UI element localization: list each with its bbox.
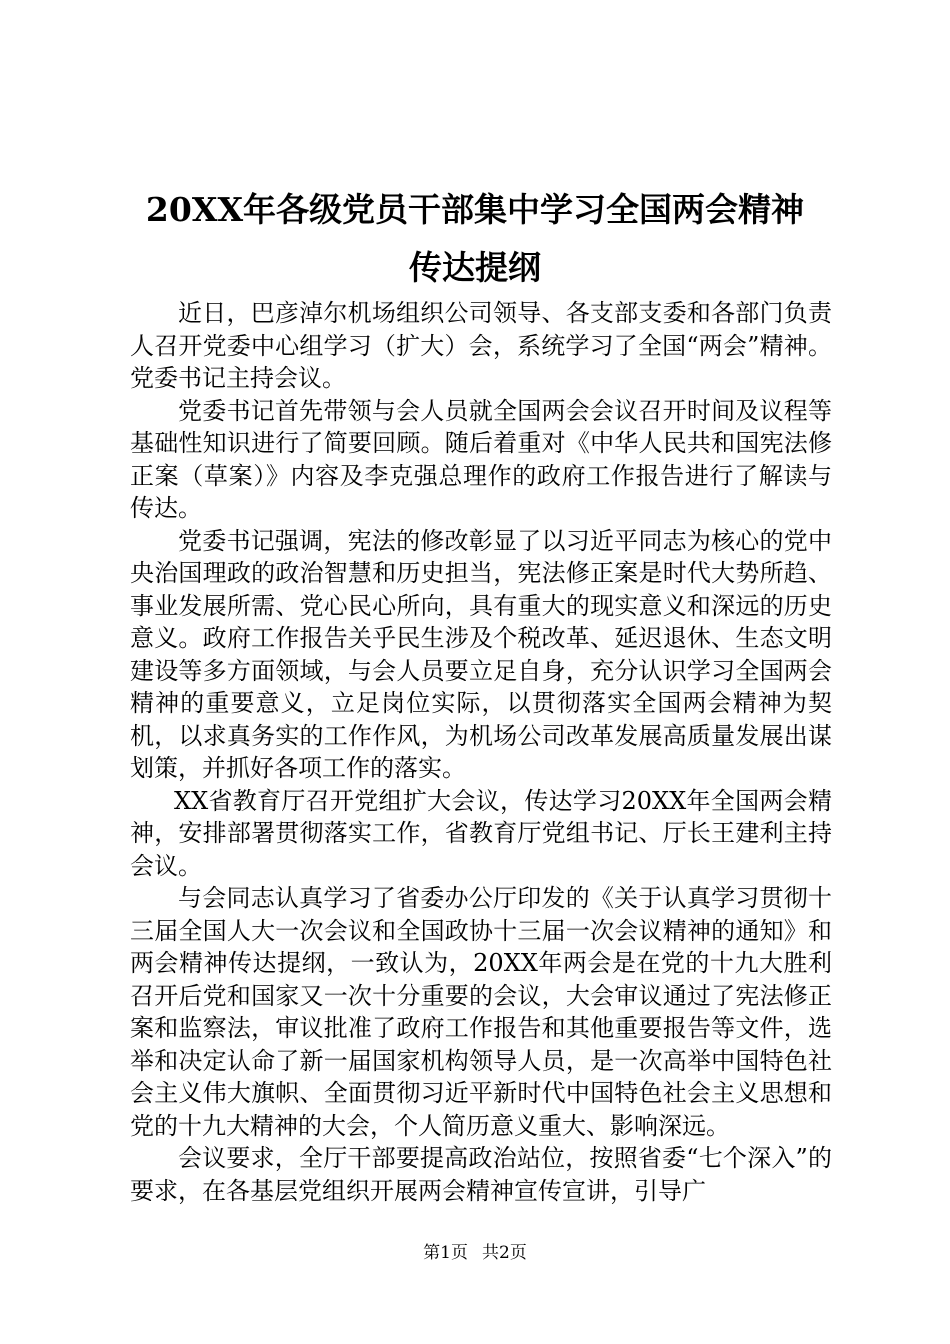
paragraph-1: 近日，巴彦淖尔机场组织公司领导、各支部支委和各部门负责人召开党委中心组学习（扩大）会，系统学习了全国“两会”精神。党委书记主持会议。 <box>130 299 832 392</box>
page-total: 共2页 <box>482 1243 527 1263</box>
paragraph-3: 党委书记强调，宪法的修改彰显了以习近平同志为核心的党中央治国理政的政治智慧和历史担当，宪法修正案是时代大势所趋、事业发展所需、党心民心所向，具有重大的现实意义和深远的历史意义。政府工作报告关乎民生涉及个税改革、延迟退休、生态文明建设等多方面领域，与会人员要立足自身，充分认识学习全国两会精神的重要意义，立足岗位实际，以贯彻落实全国两会精神为契机，以求真务实的工作作风，为机场公司改革发展高质量发展出谋划策，并抓好各项工作的落实。 <box>130 526 832 782</box>
document-title-line-2: 传达提纲 <box>409 248 541 287</box>
page-footer <box>0 1242 950 1264</box>
paragraph-4: XX省教育厅召开党组扩大会议，传达学习20XX年全国两会精神，安排部署贯彻落实工作，省教育厅党组书记、厅长王建利主持会议。 <box>130 786 832 880</box>
document-body <box>130 297 832 1207</box>
paragraph-5: 与会同志认真学习了省委办公厅印发的《关于认真学习贯彻十三届全国人大一次会议和全国政协十三届一次会议精神的通知》和两会精神传达提纲，一致认为，20XX年两会是在党的十九大胜利召开后党和国家又一次十分重要的会议，大会审议通过了宪法修正案和监察法，审议批准了政府工作报告和其他重要报告等文件，选举和决定认命了新一届国家机构领导人员，是一次高举中国特色社会主义伟大旗帜、全面贯彻习近平新时代中国特色社会主义思想和党的十九大精神的大会，个人简历意义重大、影响深远。 <box>130 884 832 1140</box>
page-number: 第1页 <box>423 1243 468 1263</box>
document-title-line-1: 20XX年各级党员干部集中学习全国两会精神 <box>145 190 805 229</box>
paragraph-2: 党委书记首先带领与会人员就全国两会会议召开时间及议程等基础性知识进行了简要回顾。随后着重对《中华人民共和国宪法修正案（草案）》内容及李克强总理作的政府工作报告进行了解读与传达。 <box>130 396 832 522</box>
paragraph-6: 会议要求，全厅干部要提高政治站位，按照省委“七个深入”的要求，在各基层党组织开展两会精神宣传宣讲，引导广 <box>130 1144 832 1205</box>
